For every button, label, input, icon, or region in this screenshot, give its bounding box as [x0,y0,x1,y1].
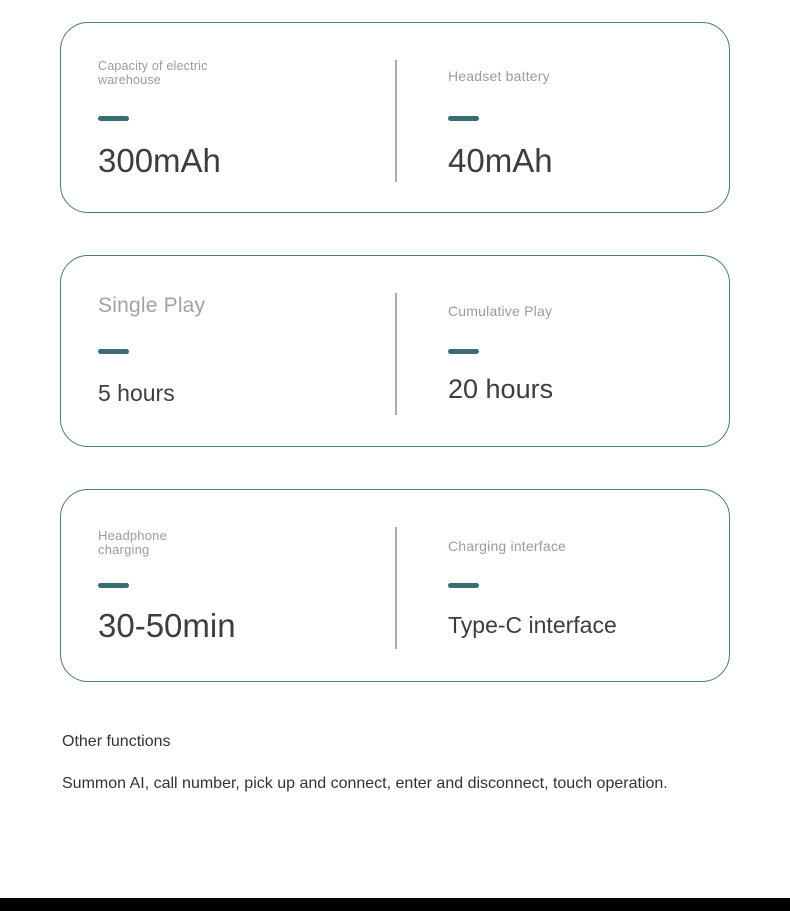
accent-dash [98,583,129,588]
vertical-divider [395,60,397,182]
vertical-divider [395,293,397,415]
spec-value: 20 hours [448,374,554,404]
spec-value: 5 hours [98,380,175,406]
other-functions-text: Summon AI, call number, pick up and connect, enter and disconnect, touch operation. [62,775,668,792]
spec-value: 300mAh [98,142,221,179]
accent-dash [448,116,479,121]
spec-item-cumulative-play [448,256,718,446]
spec-label: Cumulative Play [448,303,553,319]
spec-label: Single Play [98,294,206,317]
spec-item-headset-battery [448,23,718,212]
spec-item-charging-case-capacity [98,23,383,212]
spec-value: 40mAh [448,142,553,179]
accent-dash [98,349,129,354]
bottom-divider-bar [0,898,790,911]
spec-card-charging [60,489,730,682]
accent-dash [448,583,479,588]
spec-card-battery-capacity [60,22,730,213]
spec-item-charging-interface [448,490,718,681]
spec-label: Headset battery [448,68,550,84]
spec-label: Capacity of electric warehouse [98,59,208,87]
spec-item-single-play [98,256,383,446]
vertical-divider [395,527,397,649]
spec-value: Type-C interface [448,612,617,638]
other-functions-heading: Other functions [62,733,171,750]
spec-label: Charging interface [448,538,566,554]
spec-card-play-time [60,255,730,447]
spec-item-headphone-charging [98,490,383,681]
spec-label: Headphone charging [98,528,168,557]
accent-dash [98,116,129,121]
spec-value: 30-50min [98,607,236,644]
accent-dash [448,349,479,354]
